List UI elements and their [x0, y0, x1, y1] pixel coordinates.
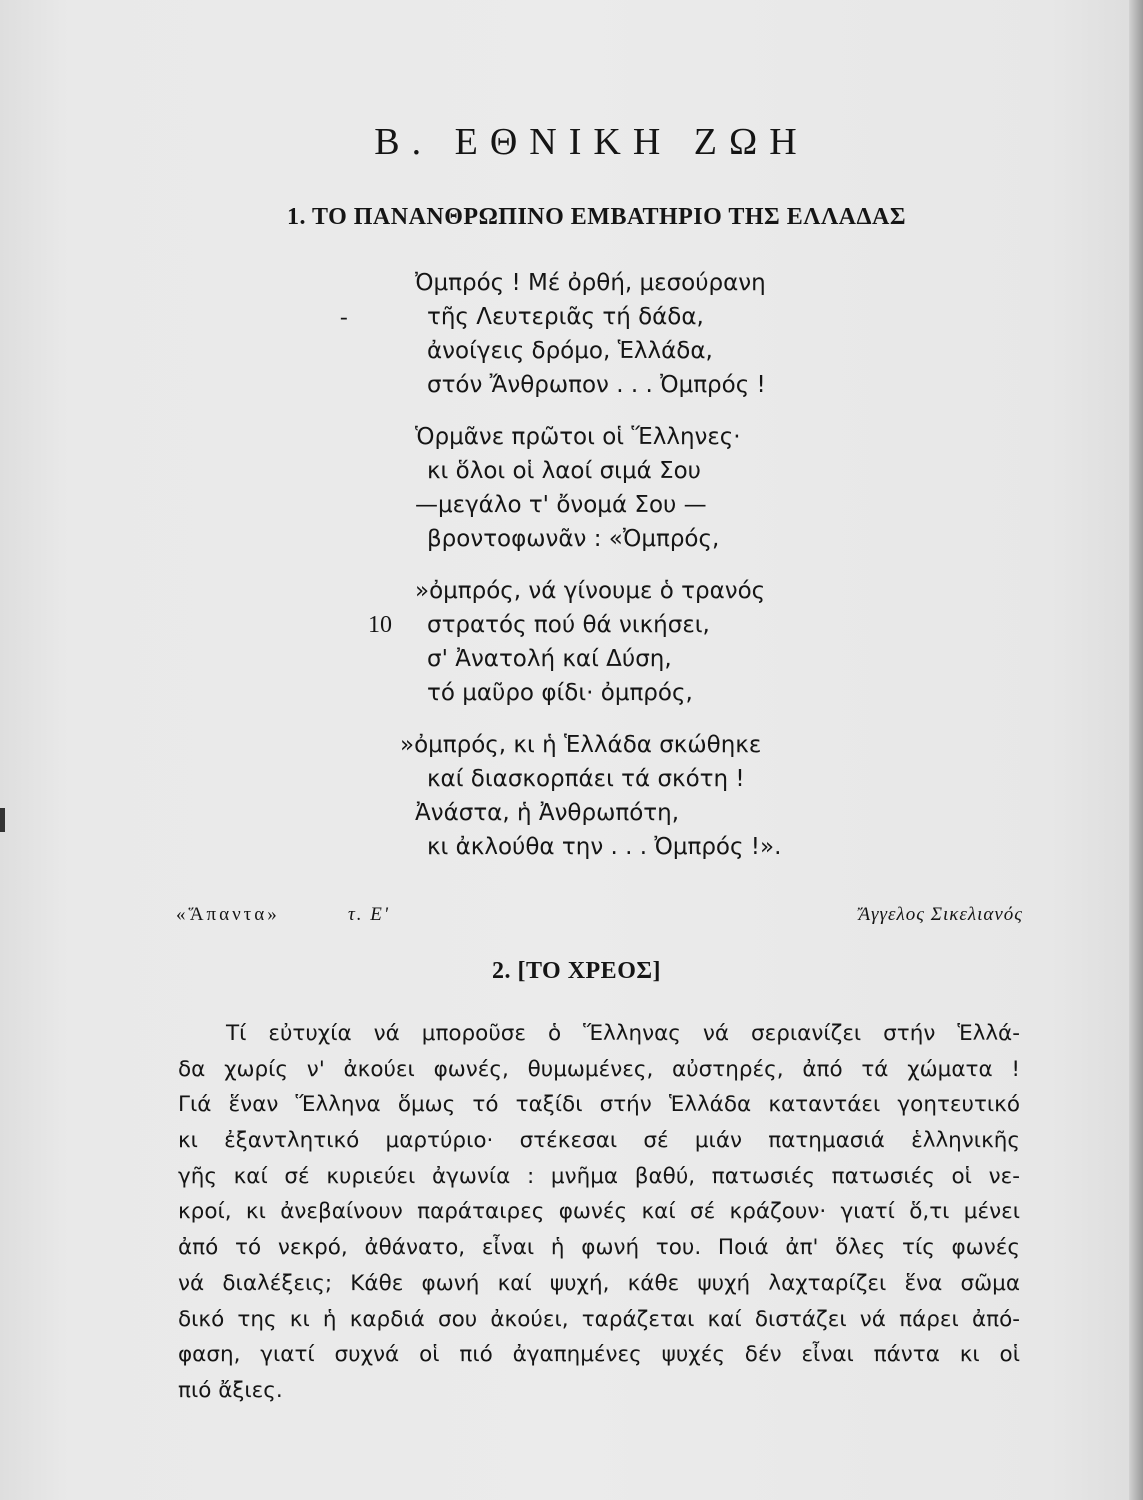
poem-line: καί διασκορπάει τά σκότη ! — [427, 766, 745, 792]
citation-volume: τ. Ε' — [348, 904, 390, 925]
paragraph-line: γῆς καί σέ κυριεύει ἀγωνία : μνῆμα βαθύ, πατωσιές πατωσιές οἱ νε- — [178, 1163, 1020, 1189]
paragraph-line: ἀπό τό νεκρό, ἀθάνατο, εἶναι ἡ φωνή του. Ποιά ἀπ' ὅλες τίς φωνές — [178, 1235, 1020, 1261]
section-title: Β. ΕΘΝΙΚΗ ΖΩΗ — [374, 121, 809, 163]
poem-stanza — [0, 728, 1143, 864]
poem-stanza — [0, 574, 1143, 710]
poem-line: »ὀμπρός, νά γίνουμε ὁ τρανός — [415, 578, 766, 604]
paragraph-line: κι ἐξαντλητικό μαρτύριο· στέκεσαι σέ μιάν πατημασιά ἑλληνικῆς — [178, 1128, 1020, 1154]
margin-mark: - — [340, 304, 348, 329]
paragraph-line: δικό της κι ἡ καρδιά σου ἀκούει, ταράζεται καί διστάζει νά πάρει ἀπό- — [178, 1306, 1020, 1332]
poem-line: 10 στρατός πού θά νικήσει, — [0, 608, 1143, 642]
paragraph-line: πιό ἄξιες. — [178, 1377, 283, 1403]
line-number: 10 — [368, 612, 392, 638]
poem-line: »ὀμπρός, κι ἡ Ἑλλάδα σκώθηκε — [400, 732, 762, 758]
paragraph-line: δα χωρίς ν' ἀκούει φωνές, θυμωμένες, αὐστηρές, ἀπό τά χώματα ! — [178, 1056, 1020, 1082]
poem-line: στόν Ἄνθρωπον . . . Ὀμπρός ! — [427, 372, 766, 398]
paragraph-line: φαση, γιατί συχνά οἱ πιό ἀγαπημένες ψυχές δέν εἶναι πάντα κι οἱ — [178, 1342, 1020, 1368]
poem-line: —μεγάλο τ' ὄνομά Σου — — [415, 492, 707, 518]
poem-line: Ἀνάστα, ἡ Ἀνθρωπότη, — [415, 800, 680, 826]
paragraph-line: κροί, κι ἀνεβαίνουν παράταιρες φωνές καί σέ κράζουν· γιατί ὅ,τι μένει — [178, 1199, 1020, 1225]
essay-heading: 2. [ΤΟ ΧΡΕΟΣ] — [491, 958, 662, 984]
citation-source: «Ἅπαντα» — [176, 904, 280, 925]
paragraph-line: Τί εὐτυχία νά μποροῦσε ὁ Ἕλληνας νά σεριανίζει στήν Ἑλλά- — [226, 1021, 1020, 1046]
poem-line: ἀνοίγεις δρόμο, Ἑλλάδα, — [427, 338, 713, 364]
poem-stanza — [0, 266, 1143, 402]
paragraph-line: Γιά ἕναν Ἕλληνα ὅμως τό ταξίδι στήν Ἑλλάδα καταντάει γοητευτικό — [178, 1092, 1020, 1118]
poem-line: - τῆς Λευτεριᾶς τή δάδα, — [0, 300, 1143, 334]
poem-heading: 1. ΤΟ ΠΑΝΑΝΘΡΩΠΙΝΟ ΕΜΒΑΤΗΡΙΟ ΤΗΣ ΕΛΛΑΔΑΣ — [286, 204, 907, 230]
poem-line: κι ὅλοι οἱ λαοί σιμά Σου — [427, 458, 701, 484]
poem-line: βροντοφωνᾶν : «Ὀμπρός, — [427, 526, 720, 552]
essay-paragraph — [178, 1016, 1020, 1409]
poem-line: Ὀμπρός ! Μέ ὀρθή, μεσούρανη — [415, 270, 766, 296]
paragraph-line: νά διαλέξεις; Κάθε φωνή καί ψυχή, κάθε ψυχή λαχταρίζει ἕνα σῶμα — [178, 1270, 1020, 1296]
poem-stanza — [0, 420, 1143, 556]
poem — [0, 266, 1143, 882]
poem-line: κι ἀκλούθα την . . . Ὀμπρός !». — [427, 834, 782, 860]
poem-line: Ὁρμᾶνε πρῶτοι οἱ Ἕλληνες· — [415, 424, 741, 450]
poem-line: σ' Ἀνατολή καί Δύση, — [427, 646, 672, 672]
poem-line: τό μαῦρο φίδι· ὀμπρός, — [427, 680, 693, 706]
citation-author: Ἄγγελος Σικελιανός — [858, 904, 1023, 925]
